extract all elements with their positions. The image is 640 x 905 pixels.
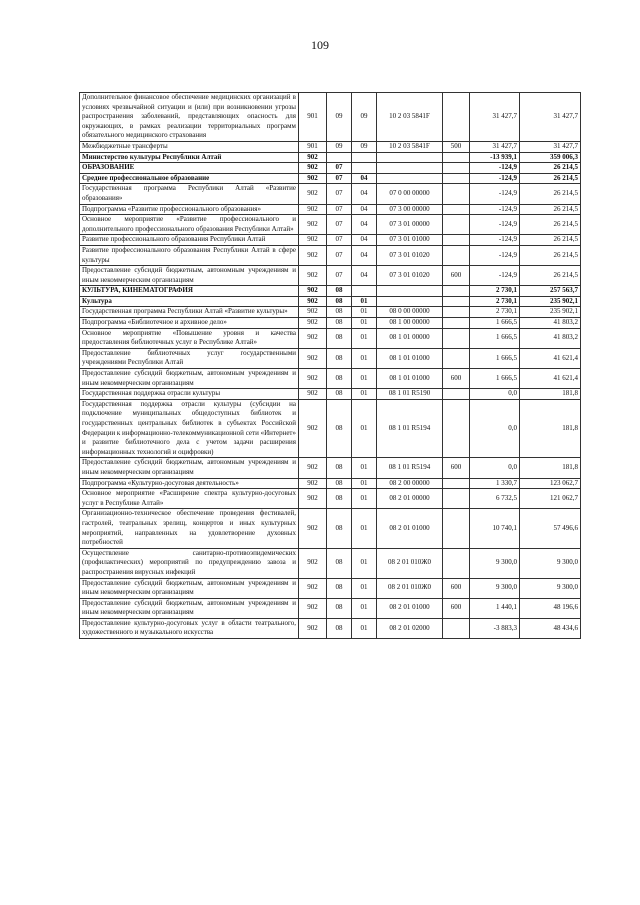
cell-change-amount: 1 666,5	[470, 369, 520, 389]
cell-subsection: 04	[352, 173, 377, 184]
cell-name: КУЛЬТУРА, КИНЕМАТОГРАФИЯ	[80, 286, 299, 297]
cell-name: Предоставление культурно-досуговых услуг в области театрального, художественного и музыкального искусства	[80, 618, 299, 638]
cell-total-amount: 26 214,5	[520, 173, 581, 184]
cell-target-article: 07 3 01 01000	[377, 235, 443, 246]
table-row	[80, 598, 581, 618]
cell-change-amount: 0,0	[470, 458, 520, 478]
cell-target-article: 08 1 00 00000	[377, 318, 443, 329]
cell-expense-type: 500	[443, 141, 470, 152]
cell-change-amount: 9 300,0	[470, 548, 520, 578]
cell-target-article: 08 2 01 00000	[377, 489, 443, 509]
cell-section: 08	[327, 328, 352, 348]
cell-ministry-code: 902	[299, 369, 327, 389]
cell-expense-type	[443, 235, 470, 246]
cell-target-article: 08 2 01 01000	[377, 509, 443, 548]
table-row	[80, 296, 581, 307]
cell-change-amount: 1 666,5	[470, 348, 520, 368]
cell-section: 08	[327, 389, 352, 400]
cell-total-amount: 359 006,3	[520, 152, 581, 163]
cell-total-amount: 26 214,5	[520, 245, 581, 265]
cell-change-amount: -13 939,1	[470, 152, 520, 163]
cell-total-amount: 235 902,1	[520, 296, 581, 307]
cell-name: Предоставление субсидий бюджетным, автономным учреждениям и иным некоммерческим организациям	[80, 578, 299, 598]
cell-ministry-code: 902	[299, 509, 327, 548]
cell-total-amount: 26 214,5	[520, 235, 581, 246]
cell-target-article	[377, 163, 443, 174]
cell-change-amount: 2 730,1	[470, 307, 520, 318]
cell-total-amount: 31 427,7	[520, 141, 581, 152]
cell-ministry-code: 902	[299, 478, 327, 489]
cell-subsection	[352, 286, 377, 297]
cell-section: 08	[327, 318, 352, 329]
cell-name: Государственная поддержка отрасли культуры (субсидии на подключение муниципальных общедоступных библиотек и государственных центральных библиотек в субъектах Российской Федерации к информационно-телекоммуникационной сети «Интернет» и развитие библиотечного дела с учетом задачи расширения информационных технологий и оцифровки)	[80, 399, 299, 458]
table-row	[80, 152, 581, 163]
cell-name: Государственная программа Республики Алтай «Развитие образования»	[80, 184, 299, 204]
cell-ministry-code: 902	[299, 348, 327, 368]
cell-target-article	[377, 296, 443, 307]
cell-target-article: 08 0 00 00000	[377, 307, 443, 318]
cell-subsection: 01	[352, 509, 377, 548]
cell-name: Предоставление субсидий бюджетным, автономным учреждениям и иным некоммерческим организациям	[80, 458, 299, 478]
cell-ministry-code: 902	[299, 152, 327, 163]
table-row	[80, 204, 581, 215]
cell-target-article: 08 1 01 01000	[377, 348, 443, 368]
cell-expense-type	[443, 318, 470, 329]
cell-section: 08	[327, 618, 352, 638]
cell-target-article	[377, 173, 443, 184]
table-row	[80, 389, 581, 400]
cell-name: Предоставление субсидий бюджетным, автономным учреждениям и иным некоммерческим организациям	[80, 369, 299, 389]
cell-subsection: 04	[352, 204, 377, 215]
table-row	[80, 348, 581, 368]
cell-total-amount: 235 902,1	[520, 307, 581, 318]
cell-change-amount: -124,9	[470, 215, 520, 235]
cell-total-amount: 48 196,6	[520, 598, 581, 618]
cell-total-amount: 48 434,6	[520, 618, 581, 638]
table-row	[80, 184, 581, 204]
cell-change-amount: 1 666,5	[470, 328, 520, 348]
cell-target-article	[377, 286, 443, 297]
cell-name: Основное мероприятие «Повышение уровня и качества предоставления библиотечных услуг в Республике Алтай»	[80, 328, 299, 348]
cell-total-amount: 41 621,4	[520, 369, 581, 389]
cell-name: ОБРАЗОВАНИЕ	[80, 163, 299, 174]
cell-target-article: 08 2 01 02000	[377, 618, 443, 638]
cell-change-amount: -3 883,3	[470, 618, 520, 638]
cell-subsection	[352, 152, 377, 163]
table-row	[80, 548, 581, 578]
budget-table	[79, 92, 581, 639]
cell-target-article: 08 2 01 010Ж0	[377, 548, 443, 578]
cell-change-amount: 31 427,7	[470, 93, 520, 142]
cell-change-amount: -124,9	[470, 245, 520, 265]
cell-expense-type	[443, 296, 470, 307]
cell-subsection: 01	[352, 318, 377, 329]
cell-change-amount: 2 730,1	[470, 286, 520, 297]
cell-target-article: 08 2 01 010Ж0	[377, 578, 443, 598]
cell-name: Развитие профессионального образования Республики Алтай в сфере культуры	[80, 245, 299, 265]
cell-subsection: 09	[352, 141, 377, 152]
cell-ministry-code: 902	[299, 389, 327, 400]
cell-subsection: 04	[352, 245, 377, 265]
cell-total-amount: 31 427,7	[520, 93, 581, 142]
cell-name: Дополнительное финансовое обеспечение медицинских организаций в условиях чрезвычайной ситуации и (или) при возникновении угрозы распространения заболеваний, представляющих опасность для окружающих, в рамках реализации территориальных программ обязательного медицинского страхования	[80, 93, 299, 142]
cell-expense-type: 600	[443, 458, 470, 478]
cell-target-article: 08 2 00 00000	[377, 478, 443, 489]
cell-ministry-code: 902	[299, 215, 327, 235]
cell-name: Межбюджетные трансферты	[80, 141, 299, 152]
cell-subsection: 01	[352, 578, 377, 598]
cell-subsection: 01	[352, 307, 377, 318]
cell-name: Развитие профессионального образования Республики Алтай	[80, 235, 299, 246]
cell-target-article: 08 1 01 R5194	[377, 458, 443, 478]
table-row	[80, 328, 581, 348]
cell-target-article: 10 2 03 5841F	[377, 93, 443, 142]
cell-total-amount: 26 214,5	[520, 163, 581, 174]
cell-name: Подпрограмма «Культурно-досуговая деятельность»	[80, 478, 299, 489]
cell-target-article: 08 1 01 R5190	[377, 389, 443, 400]
cell-subsection: 04	[352, 215, 377, 235]
cell-ministry-code: 902	[299, 184, 327, 204]
cell-total-amount: 181,8	[520, 458, 581, 478]
cell-ministry-code: 902	[299, 204, 327, 215]
cell-total-amount: 26 214,5	[520, 215, 581, 235]
cell-total-amount: 9 300,0	[520, 548, 581, 578]
cell-total-amount: 41 803,2	[520, 328, 581, 348]
cell-change-amount: -124,9	[470, 184, 520, 204]
cell-expense-type: 600	[443, 578, 470, 598]
cell-expense-type	[443, 478, 470, 489]
cell-target-article: 07 3 00 00000	[377, 204, 443, 215]
cell-expense-type	[443, 286, 470, 297]
cell-name: Подпрограмма «Развитие профессионального образования»	[80, 204, 299, 215]
table-row	[80, 399, 581, 458]
cell-section: 08	[327, 286, 352, 297]
cell-ministry-code: 902	[299, 399, 327, 458]
cell-ministry-code: 902	[299, 266, 327, 286]
cell-section: 07	[327, 184, 352, 204]
table-row	[80, 235, 581, 246]
cell-total-amount: 257 563,7	[520, 286, 581, 297]
cell-expense-type	[443, 307, 470, 318]
cell-ministry-code: 902	[299, 296, 327, 307]
cell-expense-type	[443, 245, 470, 265]
table-body	[80, 93, 581, 639]
cell-section	[327, 152, 352, 163]
table-row	[80, 93, 581, 142]
cell-section: 08	[327, 369, 352, 389]
cell-subsection	[352, 163, 377, 174]
cell-expense-type	[443, 348, 470, 368]
cell-expense-type	[443, 548, 470, 578]
cell-subsection: 01	[352, 618, 377, 638]
table-row	[80, 318, 581, 329]
table-row	[80, 266, 581, 286]
cell-expense-type	[443, 184, 470, 204]
cell-expense-type: 600	[443, 266, 470, 286]
cell-ministry-code: 902	[299, 489, 327, 509]
cell-section: 08	[327, 578, 352, 598]
cell-target-article: 10 2 03 5841F	[377, 141, 443, 152]
cell-change-amount: -124,9	[470, 163, 520, 174]
cell-total-amount: 26 214,5	[520, 266, 581, 286]
cell-subsection: 01	[352, 296, 377, 307]
table-row	[80, 618, 581, 638]
cell-section: 08	[327, 598, 352, 618]
cell-ministry-code: 902	[299, 307, 327, 318]
cell-ministry-code: 902	[299, 328, 327, 348]
cell-expense-type	[443, 215, 470, 235]
cell-section: 07	[327, 204, 352, 215]
cell-expense-type	[443, 163, 470, 174]
cell-target-article: 07 3 01 01020	[377, 245, 443, 265]
cell-total-amount: 121 062,7	[520, 489, 581, 509]
table-row	[80, 478, 581, 489]
cell-total-amount: 26 214,5	[520, 184, 581, 204]
cell-section: 08	[327, 348, 352, 368]
cell-subsection: 01	[352, 328, 377, 348]
cell-change-amount: 31 427,7	[470, 141, 520, 152]
table-row	[80, 489, 581, 509]
cell-total-amount: 123 062,7	[520, 478, 581, 489]
cell-total-amount: 41 803,2	[520, 318, 581, 329]
cell-change-amount: -124,9	[470, 235, 520, 246]
cell-ministry-code: 902	[299, 618, 327, 638]
table-row	[80, 578, 581, 598]
cell-subsection: 01	[352, 399, 377, 458]
cell-section: 08	[327, 458, 352, 478]
cell-name: Организационно-техническое обеспечение проведения фестивалей, гастролей, театральных зрелищ, концертов и иных культурных мероприятий, направленных на удовлетворение духовных потребностей	[80, 509, 299, 548]
cell-ministry-code: 902	[299, 245, 327, 265]
cell-target-article: 07 3 01 00000	[377, 215, 443, 235]
table-row	[80, 215, 581, 235]
cell-section: 09	[327, 141, 352, 152]
cell-expense-type	[443, 328, 470, 348]
cell-change-amount: 1 666,5	[470, 318, 520, 329]
cell-total-amount: 26 214,5	[520, 204, 581, 215]
cell-target-article: 07 3 01 01020	[377, 266, 443, 286]
cell-subsection: 04	[352, 184, 377, 204]
cell-section: 08	[327, 548, 352, 578]
cell-subsection: 01	[352, 489, 377, 509]
cell-expense-type: 600	[443, 598, 470, 618]
cell-section: 07	[327, 235, 352, 246]
cell-expense-type	[443, 173, 470, 184]
cell-section: 08	[327, 509, 352, 548]
cell-target-article: 08 2 01 01000	[377, 598, 443, 618]
cell-ministry-code: 902	[299, 235, 327, 246]
cell-expense-type	[443, 389, 470, 400]
cell-change-amount: -124,9	[470, 266, 520, 286]
cell-section: 08	[327, 478, 352, 489]
cell-change-amount: 0,0	[470, 389, 520, 400]
cell-total-amount: 9 300,0	[520, 578, 581, 598]
cell-expense-type: 600	[443, 369, 470, 389]
table-row	[80, 369, 581, 389]
cell-subsection: 09	[352, 93, 377, 142]
cell-total-amount: 181,8	[520, 399, 581, 458]
cell-ministry-code: 901	[299, 141, 327, 152]
cell-name: Культура	[80, 296, 299, 307]
cell-name: Государственная программа Республики Алтай «Развитие культуры»	[80, 307, 299, 318]
cell-target-article	[377, 152, 443, 163]
cell-subsection: 01	[352, 389, 377, 400]
cell-subsection: 04	[352, 235, 377, 246]
cell-total-amount: 181,8	[520, 389, 581, 400]
cell-section: 09	[327, 93, 352, 142]
cell-ministry-code: 902	[299, 578, 327, 598]
cell-name: Основное мероприятие «Расширение спектра культурно-досуговых услуг в Республике Алтай»	[80, 489, 299, 509]
cell-name: Осуществление санитарно-противоэпидемических (профилактических) мероприятий по предупреждению завоза и распространения вирусных инфекций	[80, 548, 299, 578]
table-row	[80, 141, 581, 152]
cell-change-amount: 0,0	[470, 399, 520, 458]
cell-subsection: 04	[352, 266, 377, 286]
cell-name: Среднее профессиональное образование	[80, 173, 299, 184]
table-row	[80, 307, 581, 318]
cell-total-amount: 57 496,6	[520, 509, 581, 548]
cell-expense-type	[443, 399, 470, 458]
cell-subsection: 01	[352, 548, 377, 578]
cell-name: Основное мероприятие «Развитие профессионального и дополнительного профессионального образования Республики Алтай»	[80, 215, 299, 235]
cell-change-amount: 1 330,7	[470, 478, 520, 489]
table-row	[80, 173, 581, 184]
cell-section: 07	[327, 215, 352, 235]
cell-change-amount: -124,9	[470, 204, 520, 215]
cell-name: Предоставление библиотечных услуг государственными учреждениями Республики Алтай	[80, 348, 299, 368]
cell-change-amount: 10 740,1	[470, 509, 520, 548]
cell-ministry-code: 902	[299, 548, 327, 578]
cell-ministry-code: 902	[299, 286, 327, 297]
cell-subsection: 01	[352, 478, 377, 489]
cell-expense-type	[443, 152, 470, 163]
cell-expense-type	[443, 489, 470, 509]
cell-name: Государственная поддержка отрасли культуры	[80, 389, 299, 400]
cell-section: 07	[327, 245, 352, 265]
cell-expense-type	[443, 618, 470, 638]
cell-change-amount: 1 440,1	[470, 598, 520, 618]
cell-ministry-code: 901	[299, 93, 327, 142]
cell-change-amount: 2 730,1	[470, 296, 520, 307]
cell-ministry-code: 902	[299, 598, 327, 618]
cell-expense-type	[443, 204, 470, 215]
cell-subsection: 01	[352, 348, 377, 368]
cell-name: Предоставление субсидий бюджетным, автономным учреждениям и иным некоммерческим организациям	[80, 266, 299, 286]
cell-ministry-code: 902	[299, 173, 327, 184]
cell-section: 08	[327, 399, 352, 458]
cell-section: 08	[327, 296, 352, 307]
cell-target-article: 08 1 01 R5194	[377, 399, 443, 458]
cell-section: 07	[327, 163, 352, 174]
cell-ministry-code: 902	[299, 163, 327, 174]
table-row	[80, 245, 581, 265]
cell-section: 07	[327, 266, 352, 286]
cell-subsection: 01	[352, 598, 377, 618]
page-number: 109	[311, 38, 329, 52]
table-row	[80, 458, 581, 478]
table-row	[80, 286, 581, 297]
cell-section: 08	[327, 489, 352, 509]
cell-ministry-code: 902	[299, 318, 327, 329]
cell-section: 07	[327, 173, 352, 184]
cell-subsection: 01	[352, 458, 377, 478]
cell-expense-type	[443, 93, 470, 142]
cell-change-amount: 6 732,5	[470, 489, 520, 509]
cell-change-amount: -124,9	[470, 173, 520, 184]
cell-ministry-code: 902	[299, 458, 327, 478]
cell-target-article: 07 0 00 00000	[377, 184, 443, 204]
table-row	[80, 509, 581, 548]
cell-expense-type	[443, 509, 470, 548]
cell-subsection: 01	[352, 369, 377, 389]
cell-section: 08	[327, 307, 352, 318]
table-row	[80, 163, 581, 174]
cell-name: Предоставление субсидий бюджетным, автономным учреждениям и иным некоммерческим организациям	[80, 598, 299, 618]
cell-target-article: 08 1 01 01000	[377, 369, 443, 389]
cell-change-amount: 9 300,0	[470, 578, 520, 598]
cell-name: Подпрограмма «Библиотечное и архивное дело»	[80, 318, 299, 329]
cell-total-amount: 41 621,4	[520, 348, 581, 368]
cell-target-article: 08 1 01 00000	[377, 328, 443, 348]
cell-name: Министерство культуры Республики Алтай	[80, 152, 299, 163]
